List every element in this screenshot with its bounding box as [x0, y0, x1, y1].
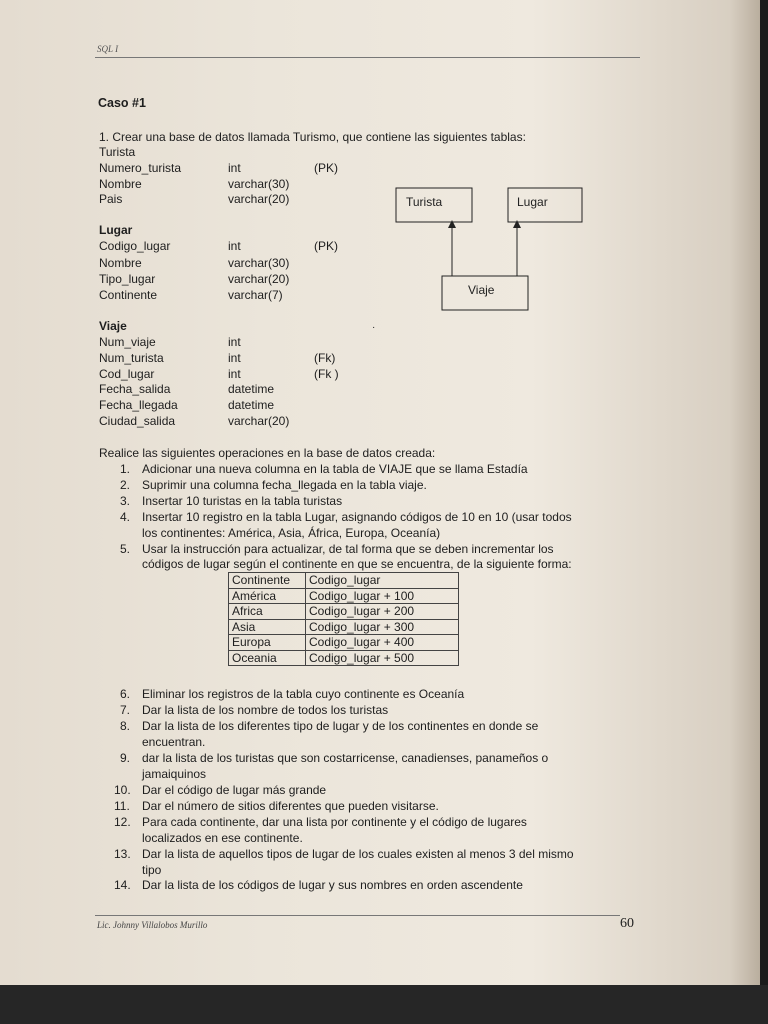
field-name: Cod_lugar [99, 367, 155, 381]
op-text-cont: encuentran. [142, 735, 206, 749]
field-name: Nombre [99, 177, 142, 191]
op-text-cont: los continentes: América, Asia, África, Europa, Oceanía) [142, 526, 441, 540]
field-key: (PK) [314, 239, 338, 253]
field-key: (Fk ) [314, 367, 339, 381]
op-number: 11. [114, 799, 130, 813]
case-title: Caso #1 [98, 96, 146, 110]
table-row [229, 619, 459, 635]
field-key: (Fk) [314, 351, 336, 365]
field-name: Num_viaje [99, 335, 156, 349]
box-viaje-label: Viaje [468, 283, 495, 297]
table-row [229, 635, 459, 651]
op-text: Dar el número de sitios diferentes que pueden visitarse. [142, 799, 439, 813]
stray-dot: · [372, 322, 376, 333]
scan-edge [0, 985, 768, 1024]
field-type: int [228, 335, 241, 349]
op-number: 1. [120, 462, 131, 476]
op-text: Dar la lista de los nombre de todos los turistas [142, 703, 389, 717]
header-rule [95, 57, 640, 58]
op-text: Dar la lista de los diferentes tipo de lugar y de los continentes en donde se [142, 719, 539, 733]
op-text: Eliminar los registros de la tabla cuyo continente es Oceanía [142, 687, 465, 701]
op-number: 5. [120, 542, 131, 556]
field-name: Num_turista [99, 351, 164, 365]
table-name-lugar: Lugar [99, 223, 133, 237]
op-number: 3. [120, 494, 131, 508]
table-cell: Codigo_lugar + 200 [306, 604, 459, 620]
op-number: 13. [114, 847, 131, 861]
op-text: Insertar 10 registro en la tabla Lugar, asignando códigos de 10 en 10 (usar todos [142, 510, 572, 524]
table-name-viaje: Viaje [99, 319, 127, 333]
footer-author: Lic. Johnny Villalobos Murillo [97, 920, 208, 930]
table-cell: Asia [229, 619, 306, 635]
op-number: 7. [120, 703, 131, 717]
op-text: Dar la lista de aquellos tipos de lugar de los cuales existen al menos 3 del mismo [142, 847, 574, 861]
op-text-cont: códigos de lugar según el continente en que se encuentra, de la siguiente forma: [142, 557, 572, 571]
op-number: 12. [114, 815, 131, 829]
intro-text: 1. Crear una base de datos llamada Turismo, que contiene las siguientes tablas: [99, 130, 526, 144]
er-diagram [390, 180, 590, 320]
box-turista-label: Turista [406, 195, 443, 209]
header-cell: Codigo_lugar [306, 573, 459, 589]
table-cell: Codigo_lugar + 500 [306, 650, 459, 666]
field-name: Tipo_lugar [99, 272, 156, 286]
header-label: SQL I [97, 44, 119, 54]
page-number: 60 [620, 916, 634, 931]
field-type: int [228, 367, 241, 381]
table-row [229, 604, 459, 620]
table-cell: Codigo_lugar + 300 [306, 619, 459, 635]
field-name: Codigo_lugar [99, 239, 171, 253]
field-type: varchar(30) [228, 256, 290, 270]
table-cell: Africa [229, 604, 306, 620]
continent-table [228, 572, 459, 666]
op-number: 4. [120, 510, 131, 524]
op-number: 6. [120, 687, 131, 701]
field-type: datetime [228, 398, 275, 412]
op-text-cont: jamaiquinos [142, 767, 207, 781]
op-text: Dar la lista de los códigos de lugar y sus nombres en orden ascendente [142, 878, 523, 892]
field-key: (PK) [314, 161, 338, 175]
field-type: varchar(30) [228, 177, 290, 191]
field-name: Pais [99, 192, 123, 206]
op-text: Dar el código de lugar más grande [142, 783, 327, 797]
op-text: dar la lista de los turistas que son costarricense, canadienses, panameños o [142, 751, 549, 765]
field-type: varchar(20) [228, 192, 290, 206]
field-type: int [228, 161, 241, 175]
op-number: 10. [114, 783, 131, 797]
field-type: varchar(20) [228, 272, 290, 286]
op-text: Insertar 10 turistas en la tabla turistas [142, 494, 343, 508]
field-type: varchar(20) [228, 414, 290, 428]
op-number: 2. [120, 478, 131, 492]
table-name-turista: Turista [99, 145, 136, 159]
op-text: Suprimir una columna fecha_llegada en la tabla viaje. [142, 478, 427, 492]
table-cell: Europa [229, 635, 306, 651]
op-text-cont: localizados en ese continente. [142, 831, 303, 845]
field-type: int [228, 351, 241, 365]
field-type: varchar(7) [228, 288, 283, 302]
footer-rule [95, 915, 620, 916]
op-number: 9. [120, 751, 131, 765]
field-type: int [228, 239, 241, 253]
box-lugar-label: Lugar [517, 195, 548, 209]
table-row [229, 588, 459, 604]
op-text: Adicionar una nueva columna en la tabla de VIAJE que se llama Estadía [142, 462, 528, 476]
table-cell: Oceania [229, 650, 306, 666]
op-text-cont: tipo [142, 863, 162, 877]
operations-intro: Realice las siguientes operaciones en la base de datos creada: [99, 446, 436, 460]
field-name: Fecha_llegada [99, 398, 178, 412]
table-cell: Codigo_lugar + 400 [306, 635, 459, 651]
field-name: Ciudad_salida [99, 414, 176, 428]
field-name: Continente [99, 288, 158, 302]
header-cell: Continente [229, 573, 306, 589]
op-text: Para cada continente, dar una lista por continente y el código de lugares [142, 815, 527, 829]
op-number: 8. [120, 719, 131, 733]
table-cell: América [229, 588, 306, 604]
op-number: 14. [114, 878, 131, 892]
op-text: Usar la instrucción para actualizar, de tal forma que se deben incrementar los [142, 542, 554, 556]
table-row [229, 650, 459, 666]
table-header-row [229, 573, 459, 589]
field-name: Numero_turista [99, 161, 182, 175]
field-name: Nombre [99, 256, 142, 270]
field-name: Fecha_salida [99, 382, 171, 396]
table-cell: Codigo_lugar + 100 [306, 588, 459, 604]
field-type: datetime [228, 382, 275, 396]
